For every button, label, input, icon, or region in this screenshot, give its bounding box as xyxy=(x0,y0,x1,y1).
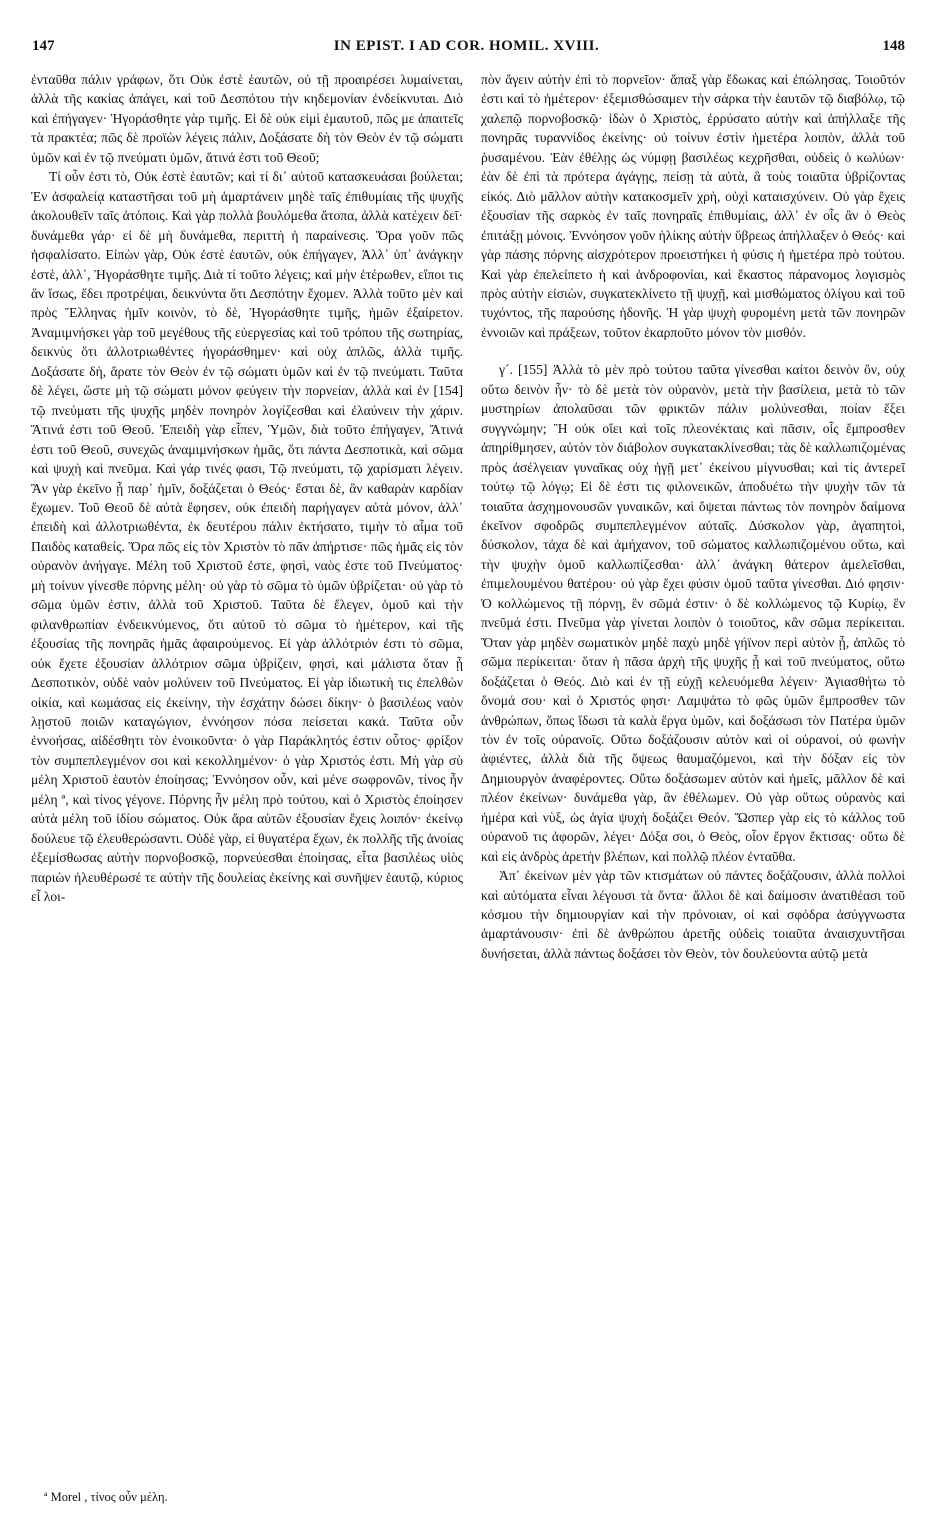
footnote: ª Morel , τίνος οὖν μέλη. xyxy=(44,1490,168,1504)
paragraph: Τί οὖν ἐστι τὸ, Οὐκ ἐστὲ ἑαυτῶν; καὶ τί δι᾽ αὐτοῦ κατασκευάσαι βούλεται; Ἐν ἀσφαλείᾳ καταστῆσαι τοῦ μὴ ἁμαρτάνειν μηδὲ ταῖς ἐπιθυμίαις τῆς ψυχῆς ἀκολουθεῖν ταῖς ἀτόποις. Καὶ γὰρ πολλὰ βουλόμεθα ἄτοπα, ἀλλὰ κατέχειν δεῖ· δυνάμεθα γάρ· εἰ δὲ μὴ δυνάμεθα, περιττὴ ἡ παραίνεσις. Ὅρα γοῦν πῶς ἠσφαλίσατο. Εἰπὼν γὰρ, Οὐκ ἐστὲ ἑαυτῶν, οὐκ ἐπήγαγεν, Ἀλλ᾽ ὑπ᾽ ἀνάγκην ἐστὲ, ἀλλ᾽, Ἠγοράσθητε τιμῆς. Διὰ τί τοῦτο λέγεις; καὶ μὴν ἑτέρωθεν, εἴποι τις ἂν ἴσως, ἔδει προτρέψαι, δεικνύντα ὅτι Δεσπότην ἔχομεν. Ἀλλὰ τοῦτο μὲν καὶ πρὸς Ἕλληνας ἡμῖν κοινὸν, τὸ δὲ, Ἠγοράσθητε τιμῆς, ἡμῶν ἐξαίρετον. Ἀναμιμνήσκει γὰρ τοῦ μεγέθους τῆς εὐεργεσίας καὶ τοῦ τρόπου τῆς σωτηρίας, δεικνὺς ὅτι ἀλλοτριωθέντες ἠγοράσθημεν· καὶ οὐχ ἁπλῶς, ἀλλὰ τιμῆς. Δοξάσατε δὴ, ἄρατε τὸν Θεὸν ἐν τῷ σώματι ὑμῶν καὶ ἐν τῷ πνεύματι. Ταῦτα δὲ λέγει, ὥστε μὴ τῷ σώματι μόνον φεύγειν τὴν πορνείαν, ἀλλὰ καὶ ἐν [154] τῷ πνεύματι τῆς ψυχῆς μηδὲν πονηρὸν λογίζεσθαι καὶ ἐλαύνειν τὴν χάριν. Ἅτινά ἐστι τοῦ Θεοῦ. Ἐπειδὴ γὰρ εἶπεν, Ὑμῶν, διὰ τοῦτο ἐπήγαγεν, Ἅτινά ἐστι τοῦ Θεοῦ, συνεχῶς ἀναμιμνήσκων ἡμᾶς, ὅτι πάντα Δεσποτικὰ, καὶ σῶμα καὶ ψυχὴ καὶ πνεῦμα. Καὶ γάρ τινές φασι, Τῷ πνεύματι, τῷ χαρίσματι λέγειν. Ἂν γὰρ ἐκεῖνο ᾖ παρ᾽ ἡμῖν, δοξάζεται ὁ Θεός· ἔσται δὲ, ἂν καθαρὰν καρδίαν ἔχωμεν. Τοῦ Θεοῦ δὲ αὐτὰ ἔφησεν, οὐκ ἐπειδὴ παρήγαγεν αὐτὰ μόνον, ἀλλ᾽ ἐπειδὴ καὶ ἀλλοτριωθέντα, ἐκ δευτέρου πάλιν ἐκτήσατο, τιμὴν τὸ αἷμα τοῦ Παιδὸς καταθείς. Ὅρα πῶς εἰς τὸν Χριστὸν τὸ πᾶν ἀπήρτισε· πῶς ἡμᾶς εἰς τὸν οὐρανὸν ἀνήγαγε. Μέλη τοῦ Χριστοῦ ἐστε, φησὶ, ναὸς ἐστε τοῦ Πνεύματος· μὴ τοίνυν γίνεσθε πόρνης μέλη· οὐ γὰρ τὸ σῶμα τὸ ὑμῶν ὑβρίζεται· οὐ γὰρ τὸ σῶμα ὑμῶν ἐστιν, ἀλλὰ τοῦ Χριστοῦ. Ταῦτα δὲ ἔλεγεν, ὁμοῦ καὶ τὴν φιλανθρωπίαν ἐνδεικνύμενος, ὅτι αὐτοῦ τὸ σῶμα τὸ ἡμέτερον, καὶ τῆς ἐξουσίας τῆς πονηρᾶς ἡμᾶς ἀφαιρούμενος. Εἰ γὰρ ἀλλότριόν ἐστι τὸ σῶμα, οὐκ ἔχετε ἐξουσίαν ἀλλότριον σῶμα ὑβρίζειν, φησὶ, καὶ μάλιστα ὅταν ᾖ Δεσποτικὸν, οὐδὲ ναὸν μολύνειν τοῦ Πνεύματος. Εἰ γὰρ ἰδιωτικὴ τις ἐπελθὼν οἰκία, καὶ κωμάσας εἰς ἐκείνην, τὴν ἐσχάτην δώσει δίκην· ὁ βασιλέως ναὸν λῃστοῦ ποιῶν καταγώγιον, ἐννόησον πόσα πείσεται κακά. Ταῦτα οὖν ἐννοήσας, αἰδέσθητι τὸν ἐνοικοῦντα· ὁ γὰρ Παράκλητός ἐστιν οὗτος· φρίξον τὸν συμπεπλεγμένον σοι καὶ κεκολλημένον· ὁ γὰρ Χριστός ἐστι. Μὴ γὰρ σὺ μέλη Χριστοῦ ἑαυτὸν ἐποίησας; Ἐννόησον οὖν, καὶ μένε σωφρονῶν, τίνος ἦν μέλη ª, καὶ τίνος γέγονε. Πόρνης ἦν μέλη πρὸ τούτου, καὶ ὁ Χριστὸς ἐποίησεν αὐτὰ μέλη τοῦ ἰδίου σώματος. Οὐκ ἄρα αὐτῶν ἐξουσίαν ἔχεις λοιπόν· ἐκείνῳ δούλευε τῷ ἐλευθερώσαντι. Οὐδὲ γὰρ, εἰ θυγατέρα ἔχων, ἐκ πολλῆς τῆς ἀνοίας ἐξεμίσθωσας αὐτὴν πορνοβοσκῷ, πορνεύεσθαι ἐποίησας, εἶτα βασιλέως υἱὸς παριὼν ἠλευθέρωσέ τε αὐτὴν τῆς δουλείας ἐκείνης καὶ συνῆψεν ἑαυτῷ, κύριος εἶ λοι- xyxy=(31,169,463,905)
paragraph: πὸν ἄγειν αὐτὴν ἐπὶ τὸ πορνεῖον· ἅπαξ γὰρ ἔδωκας καὶ ἐπώλησας. Τοιοῦτόν ἐστι καὶ τὸ ἡμέτερον· ἐξεμισθώσαμεν τὴν σάρκα τὴν ἑαυτῶν τῷ διαβόλῳ, τῷ χαλεπῷ πορνοβοσκῷ· ἰδὼν ὁ Χριστὸς, ἐρρύσατο αὐτὴν καὶ ἀπήλλαξε τῆς πονηρᾶς τυραννίδος ἐκείνης· οὐ τοίνυν ἐστὶν ἡμετέρα λοιπὸν, ἀλλὰ τοῦ ῥυσαμένου. Ἐὰν ἐθέλῃς ὡς νύμφῃ βασιλέως κεχρῆσθαι, οὐδεὶς ὁ κωλύων· ἐὰν δὲ ἐπὶ τὰ πρότερα ἀγάγῃς, πείσῃ τὰ αὐτὰ, ἃ τοὺς τοιαῦτα ὑβρίζοντας εἰκός. Διὸ μᾶλλον αὐτὴν κατακοσμεῖν χρὴ, οὐχὶ καταισχύνειν. Οὐ γὰρ ἔχεις ἐξουσίαν τῆς σαρκὸς ἐν ταῖς πονηραῖς ἐπιθυμίαις, ἀλλ᾽ ἐν οἷς ἂν ὁ Θεὸς ἐπιτάξῃ μόνοις. Ἐννόησον γοῦν ἡλίκης αὐτὴν ὕβρεως ἀπήλλαξεν ὁ Θεός· καὶ γὰρ πάσης πόρνης αἰσχρότερον προειστήκει ἡ φύσις ἡ ἡμετέρα πρὸ τούτου. Καὶ γὰρ ἐπελείπετο ἡ καὶ ἀνδροφονίαι, καὶ ἕκαστος πάρανομος λογισμὸς πρὸς αὐτὴν εἰσιὼν, συγκατεκλίνετο τῇ ψυχῇ, καὶ μισθώματος ὀλίγου καὶ τοῦ τυχόντος, τῆς παρούσης ἡδονῆς. Ἡ γὰρ ψυχὴ φυρομένη μετὰ τῶν πονηρῶν ἐννοιῶν καὶ πράξεων, τοῦτον ἐκαρποῦτο μόνον τὸν μισθόν. xyxy=(481,72,905,340)
section-paragraph: γ´. [155] Ἀλλὰ τὸ μὲν πρὸ τούτου ταῦτα γίνεσθαι καίτοι δεινὸν ὂν, οὐχ οὕτω δεινὸν ἦν· τὸ δὲ μετὰ τὸν οὐρανὸν, μετὰ τὴν βασίλεια, μετὰ τὸ τῶν μυστηρίων ἀπολαῦσαι τῶν φρικτῶν πάλιν μολύνεσθαι, ποίαν ἕξει συγγνώμην; Ἢ οὐκ οἴει καὶ τοῖς πλεονέκταις καὶ πᾶσιν, οἷς ἔμπροσθεν ἀπηρίθμησεν, αὐτὸν τὸν διάβολον συγκατακλίνεσθαι; τὰς δὲ καλλωπιζομένας πρὸς ἀσέλγειαν γυναῖκας οὐχ ἡγῇ μετ᾽ ἐκείνου μίγνυσθαι; καὶ τίς ἀντερεῖ τούτῳ τῷ λόγῳ; Εἰ δὲ ἐστι τις φιλονεικῶν, ἀποδυέτω τὴν ψυχὴν τῶν τὰ τοιαῦτα ἀσχημονουσῶν γυναικῶν, καὶ ὄψεται πάντως τὸν πονηρὸν δαίμονα ἐκεῖνον σφοδρῶς συμπεπλεγμένον αὐταῖς. Δύσκολον γὰρ, ἀγαπητοὶ, δύσκολον, τάχα δὲ καὶ ἀμήχανον, τοῦ σώματος καλλωπιζομένου οὕτω, καὶ τὴν ψυχὴν ὁμοῦ καλλωπίζεσθαι· ἀλλ᾽ ἀνάγκη θάτερον ἀμελεῖσθαι, ἐπιμελουμένου θατέρου· οὐ γὰρ ἔχει φύσιν ὁμοῦ ταῦτα γίνεσθαι. Διό φησιν· Ὁ κολλώμενος τῇ πόρνῃ, ἓν σῶμά ἐστιν· ὁ δὲ κολλώμενος τῷ Κυρίῳ, ἓν πνεῦμά ἐστι. Πνεῦμα γὰρ γίνεται λοιπὸν ὁ τοιοῦτος, κἂν σῶμα περίκειται. Ὅταν γὰρ μηδὲν σωματικὸν μηδὲ παχὺ μηδὲ γήϊνον περὶ αὐτὸν ᾖ, ἁπλῶς τὸ σῶμα περίκειται· ὅταν ἡ πᾶσα ἀρχὴ τῆς ψυχῆς ᾖ καὶ τοῦ πνεύματος, οὕτω δοξάζεται ὁ Θεός. Διὸ καὶ ἐν τῇ εὐχῇ κελευόμεθα λέγειν· Ἁγιασθήτω τὸ ὄνομά σου· καὶ ὁ Χριστός φησι· Λαμψάτω τὸ φῶς ὑμῶν ἔμπροσθεν τῶν ἀνθρώπων, ὅπως ἴδωσι τὰ καλὰ ἔργα ὑμῶν, καὶ δοξάσωσι τὸν Πατέρα ὑμῶν τὸν ἐν τοῖς οὐρανοῖς. Οὕτω δοξάζουσιν αὐτὸν καὶ οἱ οὐρανοί, οὐ φωνὴν ἀφιέντες, ἀλλὰ διὰ τῆς ὄψεως θαυμαζόμενοι, καὶ τὴν δόξαν εἰς τὸν Δημιουργὸν ἀναφέροντες. Οὕτω δοξάσωμεν αὐτὸν καὶ ἡμεῖς, μᾶλλον δὲ καὶ πλέον ἐκείνων· δυνάμεθα γὰρ, ἂν ἐθέλωμεν. Οὐ γὰρ οὕτως οὐρανὸς καὶ ἡμέρα καὶ νὺξ, ὡς ἁγία ψυχὴ δοξάζει Θεόν. Ὥσπερ γὰρ εἰς τὸ κάλλος τοῦ οὐρανοῦ τις ἀφορῶν, λέγει· Δόξα σοι, ὁ Θεὸς, οἷον ἔργον ἔκτισας· οὕτω δὲ καὶ εἰς ἀνδρὸς ἀρετὴν βλέπων, καὶ πολλῷ πλέον ἐνταῦθα. xyxy=(481,362,905,864)
paragraph: Ἀπ᾽ ἐκείνων μὲν γὰρ τῶν κτισμάτων οὐ πάντες δοξάζουσιν, ἀλλὰ πολλοὶ καὶ αὐτόματα εἶναι λέγουσι τὰ ὄντα· ἄλλοι δὲ καὶ δαίμοσιν ἀνατιθέασι τοῦ κόσμου τὴν δημιουργίαν καὶ τὴν πρόνοιαν, οἱ καὶ σφόδρα ἀσύγγνωστα ἁμαρτάνουσιν· ἐπὶ δὲ ἀνθρώπου ἀρετῆς οὐδεὶς τοιαῦτα ἀναισχυντῆσαι δυνήσεται, ἀλλὰ πάντως δοξάσει τὸν Θεὸν, τὸν δουλεύοντα αὐτῷ μετὰ xyxy=(481,868,905,961)
left-text-column xyxy=(31,70,463,906)
right-text-column xyxy=(481,70,905,963)
running-header xyxy=(20,38,913,58)
page-number-left: 147 xyxy=(32,38,55,54)
page-number-right: 148 xyxy=(882,38,905,54)
paragraph: ἐνταῦθα πάλιν γράφων, ὅτι Οὐκ ἐστὲ ἑαυτῶν, οὐ τῇ προαιρέσει λυμαίνεται, ἀλλὰ τῆς κακίας ἀπάγει, καὶ τοῦ Δεσπότου τὴν κηδεμονίαν ἐνδείκνυται. Διὸ καὶ ἐπήγαγεν· Ἠγοράσθητε γὰρ τιμῆς. Εἰ δὲ οὐκ εἰμὶ ἐμαυτοῦ, πῶς με ἀπαιτεῖς τὰ πρακτέα; πῶς δὲ προϊὼν λέγεις πάλιν, Δοξάσατε δὴ τὸν Θεὸν ἐν τῷ σώματι ὑμῶν καὶ ἐν τῷ πνεύματι ὑμῶν, ἅτινά ἐστι τοῦ Θεοῦ; xyxy=(31,72,463,165)
running-head-title: IN EPIST. I AD COR. HOMIL. XVIII. xyxy=(333,38,600,54)
